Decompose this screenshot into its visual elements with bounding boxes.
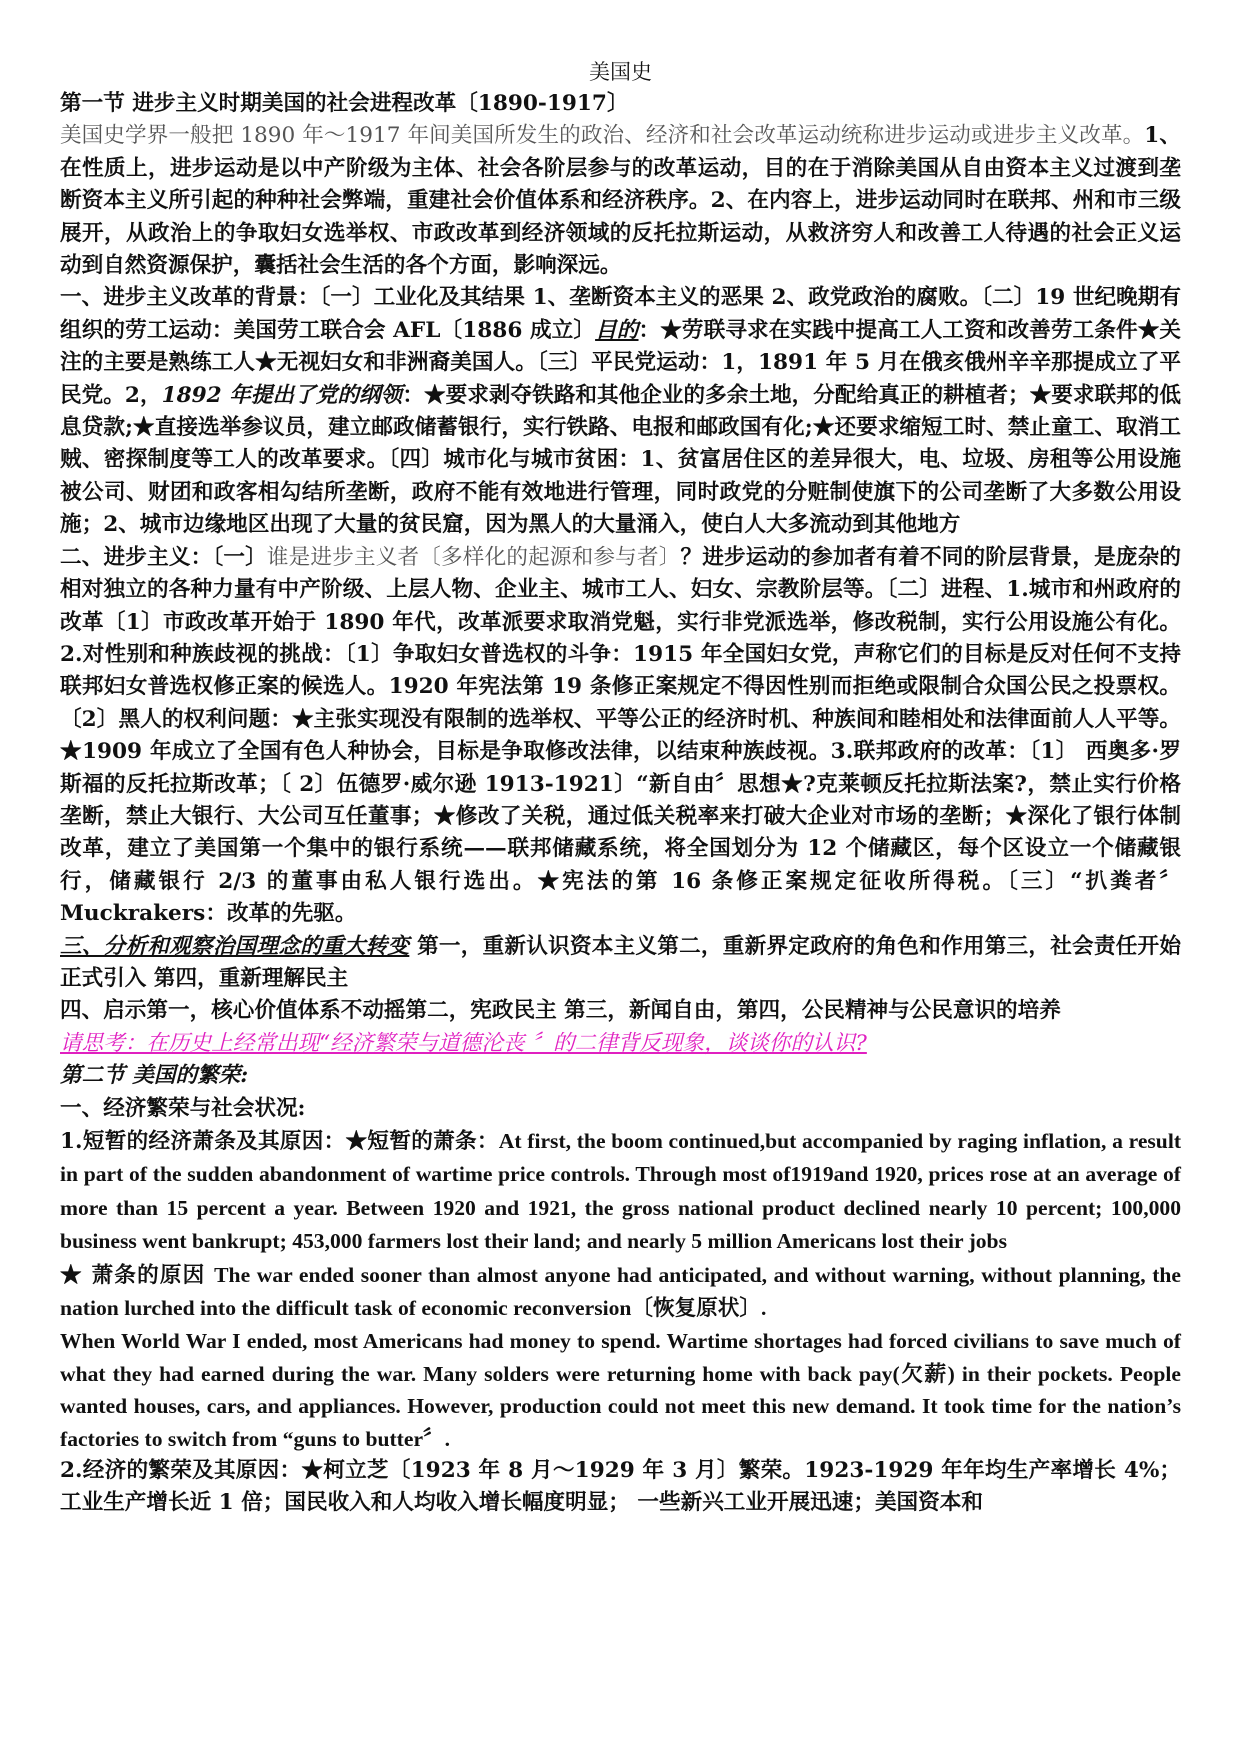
section2-sub1: 一、经济繁荣与社会状况:	[60, 1095, 306, 1121]
part3-text: 第一，重新认识资本主义第二，重新界定政府的角色和作用第三，社会责任开始正式引入 第四，重新理解民主	[60, 933, 1181, 991]
section2-p1	[60, 1125, 1181, 1259]
section2-p4: 2.经济的繁荣及其原因：★柯立芝〔1923 年 8 月～1929 年 3 月〕繁荣。1923-1929 年年均生产率增长 4%；工业生产增长近 1 倍；国民收入和人均收入增长幅度明显； 一些新兴工业开展迅速；美国资本和	[60, 1458, 1181, 1516]
section1-intro	[60, 120, 1181, 282]
p2-en: The war ended sooner than almost anyone had anticipated, and without warning, without planning, the nation lurched into the difficult task of economic reconversion〔恢复原状〕.	[60, 1262, 1181, 1321]
section1-part2	[60, 542, 1181, 931]
section1-part1	[60, 282, 1181, 541]
section1-part3	[60, 931, 1181, 996]
section2-p2	[60, 1259, 1181, 1326]
part2-text-b: ？进步运动的参加者有着不同的阶层背景，是庞杂的相对独立的各种力量有中产阶级、上层人物、企业主、城市工人、妇女、宗教阶层等。〔二〕进程、1.城市和州政府的改革〔1〕市政改革开始于 1890 年代，改革派要求取消党魁，实行非党派选举，修改税制，实行公用设施公有化。2.对性别和种族歧视的挑战：〔1〕争取妇女普选权的斗争：1915 年全国妇女党，声称它们的目标是反对任何不支持联邦妇女普选权修正案的候选人。1920 年宪法第 19 条修正案规定不得因性别而拒绝或限制合众国公民之投票权。〔2〕黑人的权利问题：★主张实现没有限制的选举权、平等公正的经济时机、种族间和睦相处和法律面前人人平等。★1909 年成立了全国有色人种协会，目标是争取修改法律，以结束种族歧视。3.联邦政府的改革：〔1〕 西奥多·罗斯福的反托拉斯改革；〔 2〕伍德罗·威尔逊 1913-1921〕“新自由〞思想★?克莱顿反托拉斯法案?，禁止实行价格垄断，禁止大银行、大公司互任董事；★修改了关税，通过低关税率来打破大企业对市场的垄断；★深化了银行体制改革，建立了美国第一个集中的银行系统——联邦储藏系统，将全国划分为 12 个储藏区，每个区设立一个储藏银行，储藏银行 2/3 的董事由私人银行选出。★宪法的第 16 条修正案规定征收所得税。〔三〕“扒粪者〞Muckrakers：改革的先驱。	[60, 544, 1181, 927]
intro-bold-text: 1、在性质上，进步运动是以中产阶级为主体、社会各阶层参与的改革运动，目的在于消除美国从自由资本主义过渡到垄断资本主义所引起的种种社会弊端，重建社会价值体系和经济秩序。2、在内容上，进步运动同时在联邦、州和市三级展开，从政治上的争取妇女选举权、市政改革到经济领域的反托拉斯运动，从救济穷人和改善工人待遇的社会正义运动到自然资源保护，囊括社会生活的各个方面，影响深远。	[60, 123, 1181, 279]
p1-cn: 1.短暂的经济萧条及其原因：★短暂的萧条：	[60, 1129, 499, 1154]
part1-italic: 1892 年提出了党的纲领	[161, 382, 403, 408]
section1-heading: 第一节 进步主义时期美国的社会进程改革〔1890-1917〕	[60, 91, 629, 116]
section2-p3: When World War I ended, most Americans had money to spend. Wartime shortages had forced civilians to save much of what they had earned during the war. Many solders were returning home with back pay(欠薪) in their pockets. People wanted houses, cars, and appliances. However, production could not meet this new demand. It took time for the nation’s factories to switch from “guns to butter〞.	[60, 1329, 1181, 1451]
part1-text-c: ：★要求剥夺铁路和其他企业的多余土地，分配给真正的耕植者；★要求联邦的低息贷款;★直接选举参议员，建立邮政储蓄银行，实行铁路、电报和邮政国有化;★还要求缩短工时、禁止童工、取消工贼、密探制度等工人的改革要求。〔四〕城市化与城市贫困：1、贫富居住区的差异很大，电、垃圾、房租等公用设施被公司、财团和政客相勾结所垄断，政府不能有效地进行管理，同时政党的分赃制使旗下的公司垄断了大多数公用设施；2、城市边缘地区出现了大量的贫民窟，因为黑人的大量涌入，使白人大多流动到其他地方	[60, 382, 1181, 538]
document-title: 美国史	[589, 60, 652, 84]
p1-en: At first, the boom continued,but accompanied by raging inflation, a result in part of the sudden abandonment of wartime price controls. Through most of1919and 1920, prices rose at an average of more than 15 percent a year. Between 1920 and 1921, the gross national product declined nearly 10 percent; 100,000 business went bankrupt; 453,000 farmers lost their land; and nearly 5 million Americans lost their jobs	[60, 1129, 1182, 1254]
part1-goal: 目的	[595, 317, 639, 343]
part3-heading: 三、分析和观察治国理念的重大转变	[60, 933, 410, 959]
section1-part4: 四、启示第一，核心价值体系不动摇第二，宪政民主 第三，新闻自由，第四，公民精神与公民意识的培养	[60, 998, 1061, 1024]
part1-text-a: 一、进步主义改革的背景：〔一〕工业化及其结果 1、垄断资本主义的恶果 2、政党政治的腐败。〔二〕19 世纪晚期有组织的劳工运动：美国劳工联合会 AFL〔1886 成立〕	[60, 285, 1181, 343]
part1-text-b: ：★劳联寻求在实践中提高工人工资和改善劳工条件★关注的主要是熟练工人★无视妇女和非洲裔美国人。〔三〕平民党运动：1，1891 年 5 月在俄亥俄州辛辛那提成立了平民党。2，	[60, 317, 1181, 408]
part2-gray: 谁是进步主义者〔多样化的起源和参与者〕	[266, 544, 681, 570]
part2-text-a: 二、进步主义：〔一〕	[60, 544, 267, 570]
reflection-question: 请思考：在历史上经常出现“经济繁荣与道德沦丧 〞的二律背反现象，谈谈你的认识?	[60, 1030, 867, 1056]
intro-gray-text: 美国史学界一般把 1890 年～1917 年间美国所发生的政治、经济和社会改革运动统称进步运动或进步主义改革。	[60, 123, 1145, 149]
section2-heading: 第二节 美国的繁荣:	[60, 1063, 249, 1089]
p2-cn: ★ 萧条的原因	[60, 1262, 215, 1288]
